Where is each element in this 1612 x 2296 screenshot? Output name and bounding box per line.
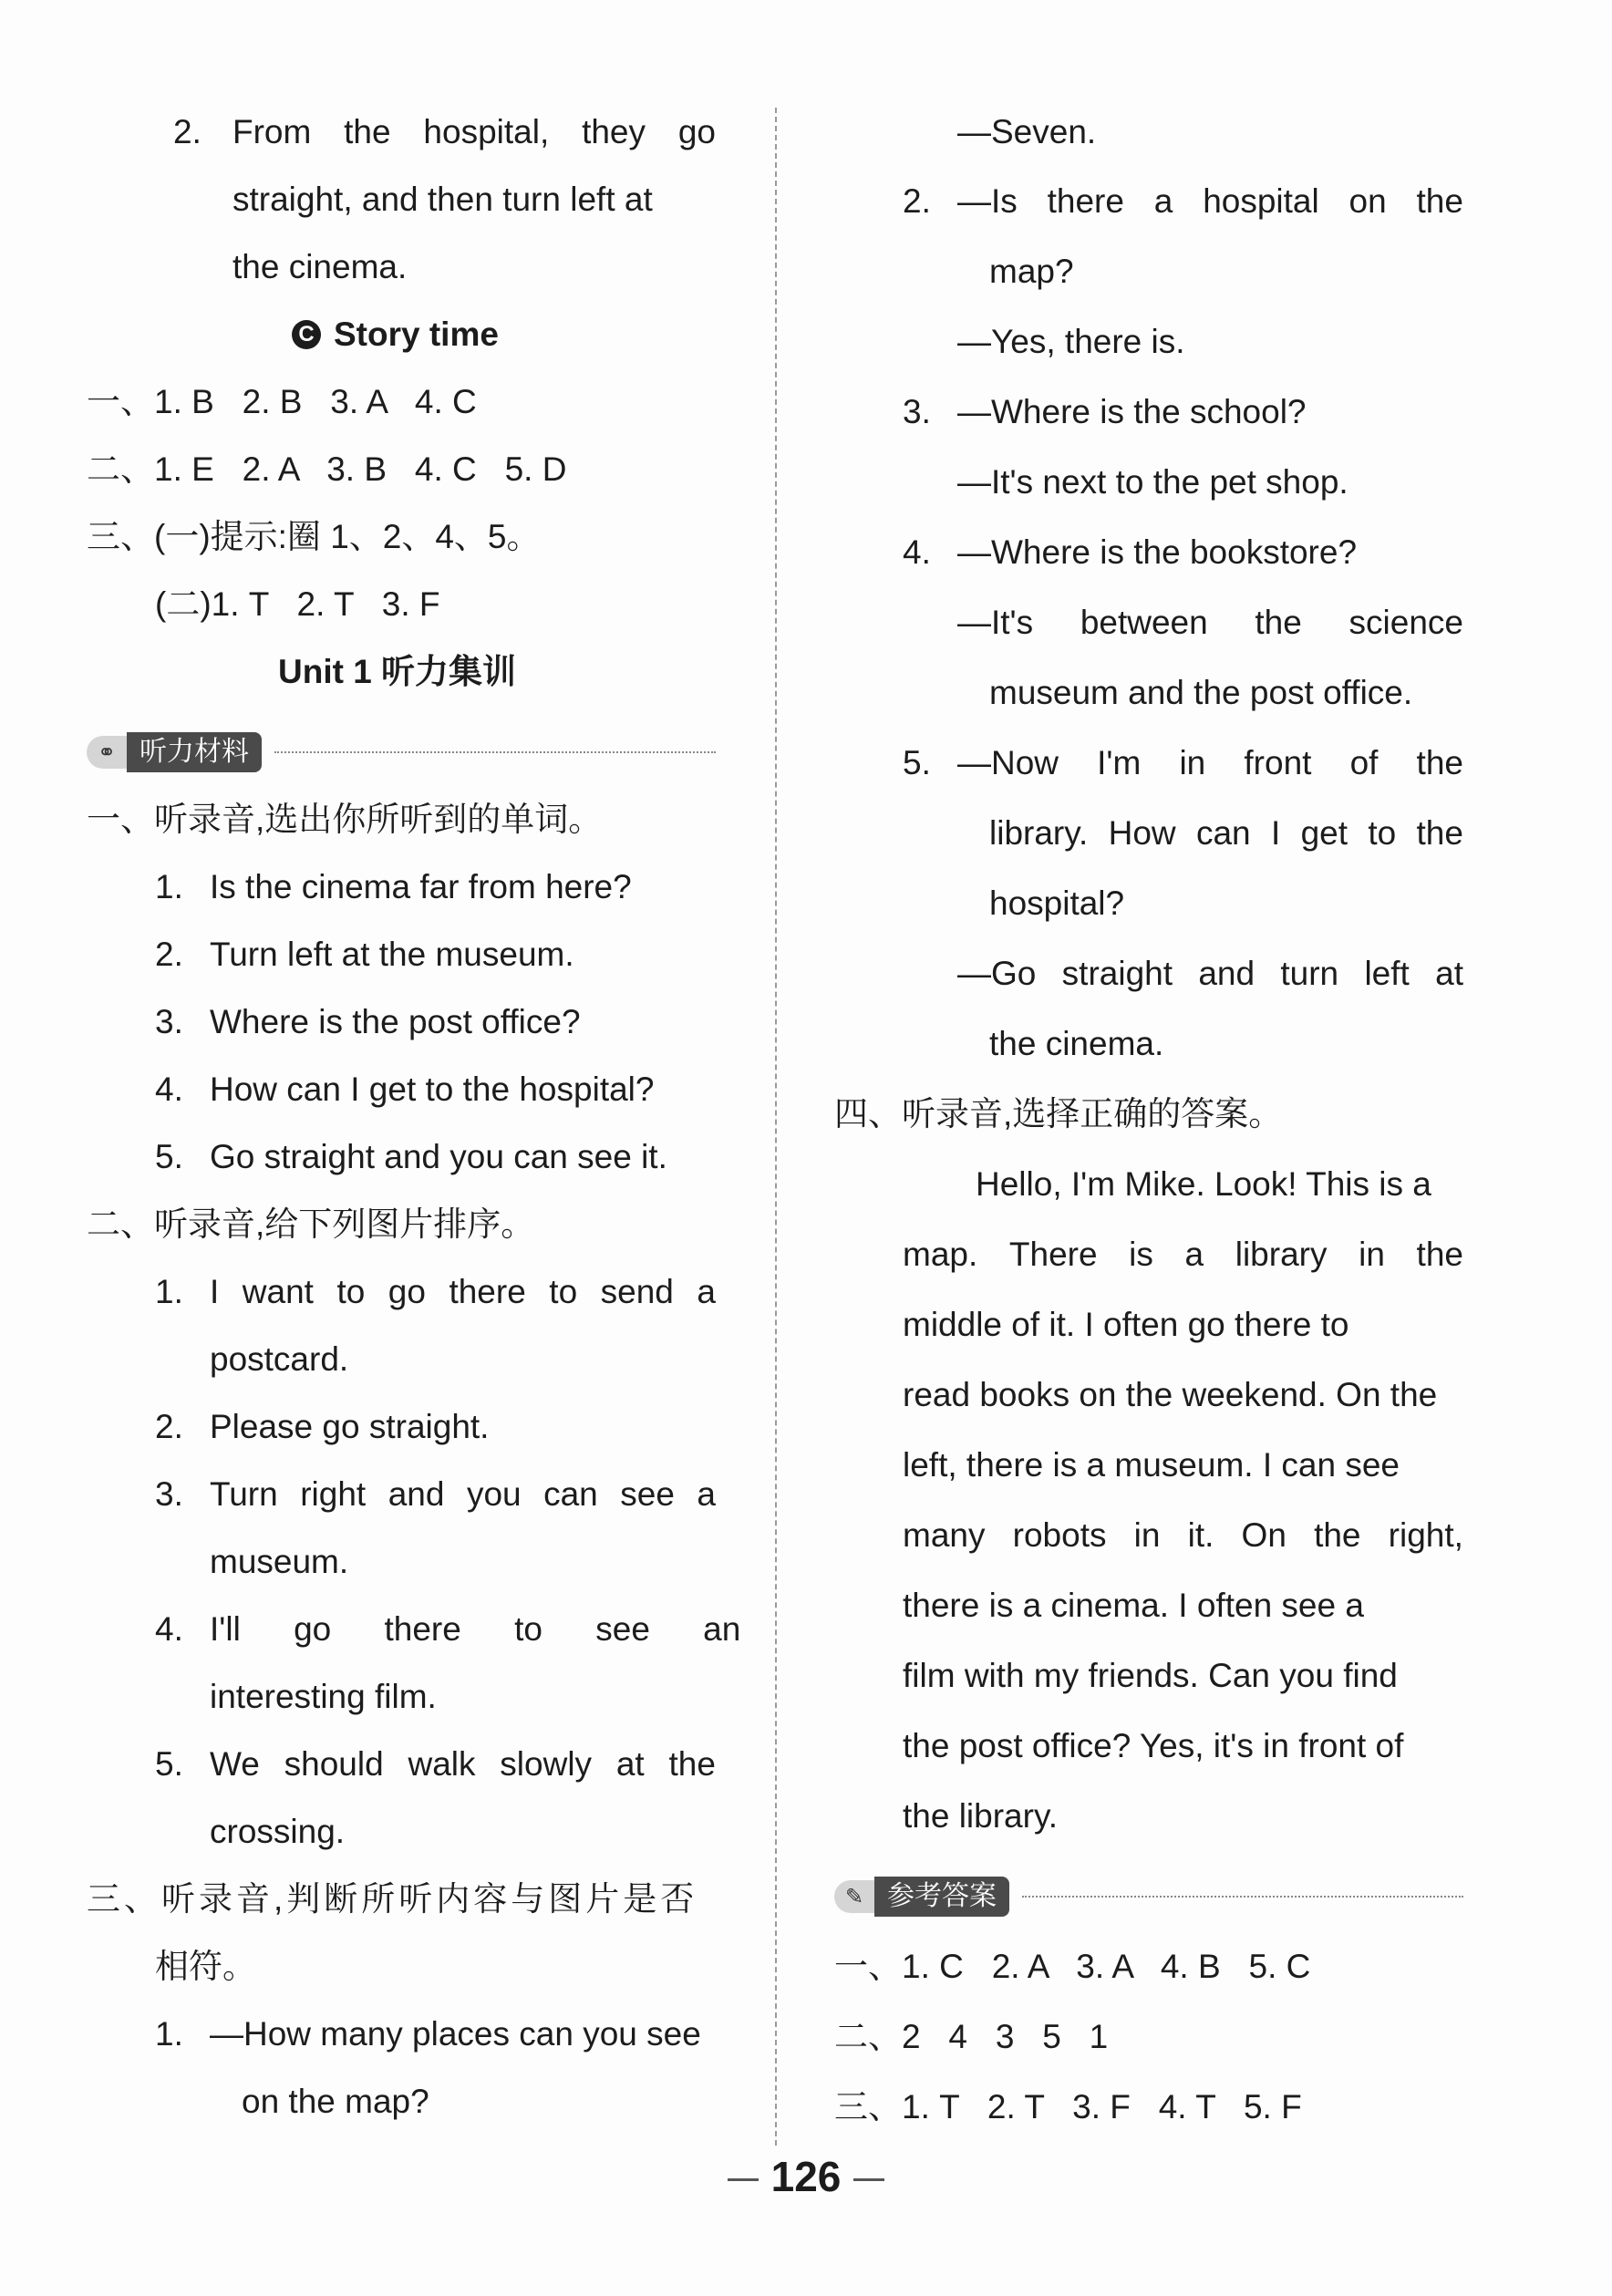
text-line: Please go straight. (210, 1408, 490, 1445)
list-item: Go straight and you can see it. (210, 1138, 667, 1175)
passage-line: the post office? Yes, it's in front of (903, 1727, 1404, 1764)
word: hospital, (423, 113, 550, 150)
text-line (957, 740, 1463, 786)
word: to (336, 1273, 366, 1310)
word: a (697, 1475, 716, 1513)
word: at (615, 1745, 645, 1783)
word: you (466, 1475, 522, 1513)
section-title: 相符。 (155, 1948, 256, 1985)
text-line: postcard. (210, 1340, 349, 1378)
item-number: 2. (903, 182, 931, 220)
word: —Is (957, 182, 1018, 220)
text-line: —Seven. (957, 113, 1097, 150)
word: on (1348, 182, 1387, 220)
text-line: interesting film. (210, 1678, 437, 1715)
word: a (1184, 1236, 1204, 1273)
text-line: crossing. (210, 1813, 346, 1850)
text-line: —How many places can you see (210, 2015, 701, 2053)
text-line: hospital? (989, 884, 1125, 922)
text-line: the cinema. (232, 248, 408, 285)
passage-line: film with my friends. Can you find (903, 1657, 1398, 1694)
item-number: 5. (903, 744, 931, 781)
word: they (582, 113, 646, 150)
word: the (344, 113, 391, 150)
word: the (1416, 1236, 1463, 1273)
dotted-rule (274, 751, 716, 753)
item-number: 1. (155, 868, 183, 905)
word: in (1359, 1236, 1385, 1273)
word: the (1314, 1516, 1361, 1554)
word: to (549, 1273, 578, 1310)
item-number: 4. (155, 1070, 183, 1108)
text-line: —It's next to the pet shop. (957, 463, 1348, 501)
list-item: How can I get to the hospital? (210, 1070, 655, 1108)
text-line: I'll go there to see an (210, 1610, 741, 1648)
story-time-title (292, 312, 499, 357)
passage-line: there is a cinema. I often see a (903, 1587, 1364, 1624)
word: —It's (957, 604, 1034, 641)
section-title: 四、听录音,选择正确的答案。 (834, 1095, 1283, 1132)
word: the (668, 1745, 716, 1783)
word: at (1435, 955, 1463, 992)
answer-line: 一、1. C 2. A 3. A 4. B 5. C (834, 1948, 1311, 1985)
pencil-icon: ✎ (834, 1880, 874, 1913)
answer-line: 三、1. T 2. T 3. F 4. T 5. F (834, 2088, 1302, 2125)
word: How (1108, 814, 1176, 852)
item-number: 5. (155, 1745, 183, 1783)
section-title: 一、听录音,选出你所听到的单词。 (87, 801, 603, 838)
word: science (1348, 604, 1463, 641)
word: library (1235, 1236, 1328, 1273)
word: slowly (500, 1745, 593, 1783)
passage-line (903, 1513, 1463, 1558)
word: send (600, 1273, 674, 1310)
item-number: 4. (903, 533, 931, 571)
text-line (957, 179, 1463, 224)
answer-line: 三、(一)提示:圈 1、2、4、5。 (87, 518, 541, 555)
word: straight (1061, 955, 1173, 992)
text-line: museum. (210, 1543, 349, 1580)
text-line: straight, and then turn left at (232, 181, 653, 218)
text-line (232, 109, 716, 155)
text-line: —Yes, there is. (957, 323, 1185, 360)
list-item: Where is the post office? (210, 1003, 581, 1040)
word: should (284, 1745, 384, 1783)
item-number: 2. (155, 1408, 183, 1445)
word: the (1416, 182, 1463, 220)
word: We (210, 1745, 260, 1783)
text-line: —Where is the bookstore? (957, 533, 1358, 571)
word: I'm (1097, 744, 1142, 781)
listening-materials-tag (87, 732, 716, 772)
word: —Go (957, 955, 1037, 992)
item-number: 3. (155, 1003, 183, 1040)
word: between (1080, 604, 1208, 641)
word: Turn (210, 1475, 278, 1513)
passage-line: Hello, I'm Mike. Look! This is a (976, 1165, 1431, 1203)
story-time-icon: C (292, 320, 321, 349)
word: the (1416, 744, 1463, 781)
word: there (449, 1273, 526, 1310)
word: the (1416, 814, 1463, 852)
listening-materials-label: 听力材料 (127, 732, 262, 772)
word: the (1255, 604, 1302, 641)
page-number-dash (728, 2178, 759, 2181)
answer-line: 一、1. B 2. B 3. A 4. C (87, 383, 477, 420)
passage-line: read books on the weekend. On the (903, 1376, 1438, 1413)
word: in (1133, 1516, 1161, 1554)
word: From (232, 113, 312, 150)
word: it. (1187, 1516, 1214, 1554)
text-line: —Where is the school? (957, 393, 1307, 430)
list-item: Turn left at the museum. (210, 936, 574, 973)
passage-line: the library. (903, 1797, 1058, 1835)
word: a (697, 1273, 716, 1310)
word: and (1198, 955, 1256, 992)
passage-line (903, 1232, 1463, 1277)
answer-line: 二、1. E 2. A 3. B 4. C 5. D (87, 450, 567, 488)
word: library. (989, 814, 1089, 852)
answer-line: (二)1. T 2. T 3. F (155, 585, 440, 623)
word: walk (408, 1745, 476, 1783)
word: go (388, 1273, 426, 1310)
item-number: 3. (155, 1475, 183, 1513)
word: want (242, 1273, 314, 1310)
item-number: 2. (155, 936, 183, 973)
passage-line: middle of it. I often go there to (903, 1306, 1349, 1343)
page-number-value: 126 (770, 2153, 842, 2200)
item-number: 5. (155, 1138, 183, 1175)
text-line: on the map? (242, 2083, 429, 2120)
page-number-dash (853, 2178, 884, 2181)
text-line: museum and the post office. (989, 674, 1413, 711)
section-title: 二、听录音,给下列图片排序。 (87, 1205, 535, 1243)
story-time-label: Story time (334, 315, 499, 353)
text-line: the cinema. (989, 1025, 1164, 1062)
item-number: 4. (155, 1610, 183, 1648)
passage-line: left, there is a museum. I can see (903, 1446, 1400, 1484)
word: right, (1388, 1516, 1463, 1554)
word: a (1153, 182, 1173, 220)
column-divider (775, 108, 777, 2146)
text-line: map? (989, 253, 1074, 290)
list-item: Is the cinema far from here? (210, 868, 632, 905)
word: I (210, 1273, 220, 1310)
word: there (1047, 182, 1124, 220)
word: map. (903, 1236, 978, 1273)
word: left (1364, 955, 1410, 992)
text-line (210, 1742, 716, 1787)
word: robots (1012, 1516, 1107, 1554)
item-number: 3. (903, 393, 931, 430)
word: front (1244, 744, 1312, 781)
word: get (1300, 814, 1348, 852)
dotted-rule (1022, 1896, 1463, 1898)
word: and (388, 1475, 445, 1513)
word: many (903, 1516, 986, 1554)
word: of (1349, 744, 1379, 781)
word: see (620, 1475, 675, 1513)
text-line (957, 600, 1463, 646)
word: go (677, 113, 716, 150)
text-line (210, 1472, 716, 1517)
word: can (1195, 814, 1251, 852)
word: in (1179, 744, 1206, 781)
text-line (989, 811, 1463, 856)
headphones-icon: ⚭ (87, 736, 127, 769)
word: hospital (1203, 182, 1319, 220)
text-line (957, 951, 1463, 997)
unit-title: Unit 1 听力集训 (278, 653, 517, 690)
item-number: 2. (173, 113, 202, 150)
item-number: 1. (155, 2015, 183, 2053)
answer-line: 二、2 4 3 5 1 (834, 2018, 1109, 2055)
page-number (0, 2152, 1612, 2201)
word: right (300, 1475, 367, 1513)
reference-answers-label: 参考答案 (874, 1877, 1009, 1917)
word: turn (1280, 955, 1339, 992)
word: is (1129, 1236, 1153, 1273)
section-title: 三、听录音,判断所听内容与图片是否 (87, 1880, 698, 1918)
text-line (210, 1269, 716, 1315)
word: can (543, 1475, 598, 1513)
word: —Now (957, 744, 1059, 781)
word: I (1270, 814, 1281, 852)
word: to (1368, 814, 1397, 852)
item-number: 1. (155, 1273, 183, 1310)
word: There (1008, 1236, 1098, 1273)
word: On (1241, 1516, 1286, 1554)
reference-answers-tag (834, 1877, 1463, 1917)
